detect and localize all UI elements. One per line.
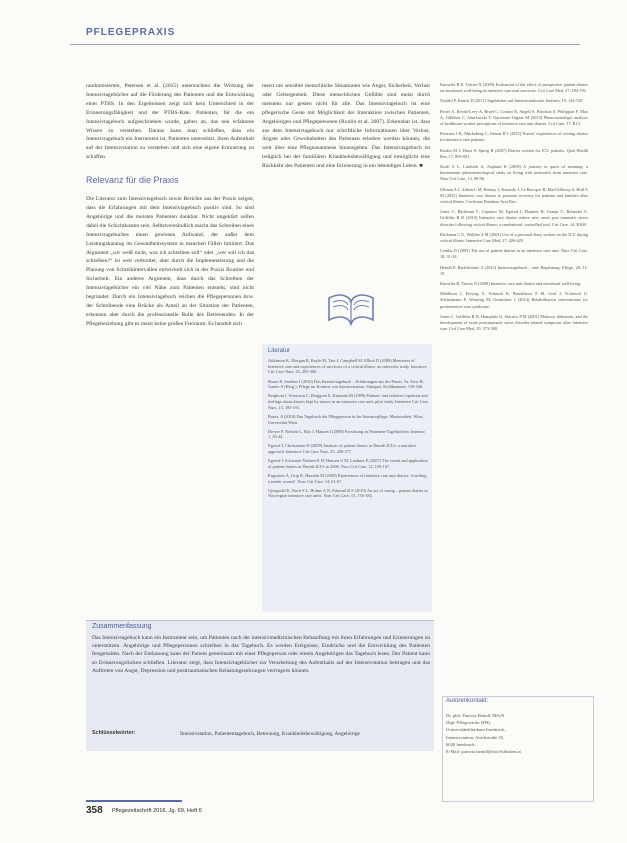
literature-item: Bergbom I, Svensson C, Berggren E, Kamsula M (1999) Patients' and relatives' opinions and feelings about diaries kept by nurses in an intensive care unit: pilot study. Intensive Crit Care Nurs, 15, 185-191. xyxy=(268,393,428,410)
page-number: 358 xyxy=(86,805,103,816)
reference-item: Jones C, Bäckman C, Capuzzo M, Egerod I, Flaatten H, Granja C, Rylander C, Griffiths R D (2010) Intensive care diaries reduce new onset post traumatic stress disorder following critical illness: a randomised, controlled trial. Crit Care, 14, R168. xyxy=(440,209,588,227)
reference-item: Ullman A J, Aitken L M, Rattray J, Kenardy J, Le Brocque R, MacGillivray S, Hull A M (2015) Intensive care diaries to promote recovery for patients and families after critical illness. Cochrane Database Syst Rev. xyxy=(440,186,588,205)
reference-item: Roulin M J, Hurst S, Spirig R (2007) Diaries written for ICU patients. Qual Health Res, 17, 893-901. xyxy=(440,147,588,159)
literature-item: Bauer B, Sanders I (2010) Das Intensivtagebuch – Erfahrungen aus der Praxis. In: Sterr H, Ganter S (Hrsg.): Pflege im Kontext von Intensivstation. Stuttgart, Kohlhammer, 158-166. xyxy=(268,378,424,390)
contact-line: 6020 Innsbruck xyxy=(446,741,475,747)
paragraph-continuation: meist um sensible menschliche Situationen wie Angst, Sicherheit, Verlust oder Geborgenheit. Diese menschlichen Gefühle sind meist durch meistens nur gesten nicht für alle. Das Intensivtagebuch ist eine pflegerische Geste mit Möglichkeit der Interaktion zwischen Patienten, Angehörigen und Pflegepersonen (Roulin et al. 2007). Erkennbar ist, dass aus dem Intensivtagebuch nur schriftliche Informationen über Verlust, Ängste oder Gewohnheiten des Patienten erhoben werden können, die weit über eine Pflegeanamnese hinausgehen. Das Intensivtagebuch ist lediglich bei der familiären Krankheitsbewältigung und ermöglicht eine Rückkehr des Patienten und eine Erinnerung in ein lebendiges Leben. ■ xyxy=(262,83,430,170)
literature-item: Dreyer P, Nielsen L, Riis J, Hansen I (2008) Forschung zu Patienten-Tagebüchern. Intensiv, 1, 36-42. xyxy=(268,428,426,440)
contact-line: Universitätsklinikum Innsbruck, xyxy=(446,727,506,733)
literature-item: Gjengedal E, Storli S L, Holme A N, Eskerud R S (2010) An act of caring – patient diaries in Norwegian intensive care units. Nurs Crit Care, 15, 176-184. xyxy=(268,487,428,499)
literature-item: Egerod I, Christensen D (2009) Analysis of patient diaries in Danish ICUs: a narrative approach. Intensive Crit Care Nurs, 25, 268-277. xyxy=(268,443,417,455)
reference-item: Storli S L, Lindseth A, Asplund K (2008) A journey in quest of meaning: a hermeneutic-phenomenological study on living with memories from intensive care. Nurs Crit Care, 13, 86-96. xyxy=(440,164,588,182)
contact-line: Dr. phil. Patricia Heindl, MScN xyxy=(446,713,505,718)
contact-line: Intensivstation, Anichstraße 35, xyxy=(446,734,505,740)
literature-item: Aitkinson K, Morgan B, Boyle M, Tate J, Campbell M, Elliott D (2009) Memories of Intensive care and experiences of survivors of a critical illness: an interview study. Intensive Crit Care Nurs, 25, 293-300. xyxy=(268,358,427,375)
literature-item: Egerod I, Schwartz-Nielsen K H, Hansen G M, Lærkner E (2007) The extent and application of patient diaries in Danish ICUs in 2006. Nurs Crit Care, 12, 159-167. xyxy=(268,458,428,469)
reference-item: Petersen J K, Mørkeberg C, Jensen H I (2015) Nurses' experiences of writing diaries for intensive care patients. xyxy=(440,131,588,143)
contact-line: E-Mail: patricia.heindl@tirol-kliniken.at xyxy=(446,749,521,755)
keywords-text: Intensivstation, Patiententagebuch, Betreuung, Krankheitsbewältigung, Angehörige xyxy=(180,731,360,737)
column-middle xyxy=(262,82,430,171)
literature-title: Literatur xyxy=(268,348,291,354)
reference-item: Bäckman C G, Walther S M (2001) Use of a personal diary written on the ICU during critical illness. Intensive Care Med, 27, 426-429. xyxy=(440,231,588,244)
author-contact-lines xyxy=(446,712,586,755)
reference-item: Nydahl P, Knück D (2011) Tagebücher auf Intensivstationen. Intensiv, 19, 144-150. xyxy=(440,98,584,104)
paragraph-relevance: Die Literatur zum Intensivtagebuch sowie Berichte aus der Praxis zeigen, dass die Erfahrungen mit dem Intensivtagebuch positiv sind. So sind Angehörige und die meisten Patienten dankbar. Nicht ungeklärt sollen dabei die Schichtkosten sein. Selbstverständlich macht das Schreiben eines Intensivtagebuches einen gewissen Aufwand, der außer dem Leistungskatalog im Gesundheitssystem in manchen Fällen limitiert. Das Argument „wir weiß nicht, was ich schreiben soll“ oder „wer soll ich das schreiben?“ ist weit verbreitet, aber durch die Implementierung und die Planung von Schreibintervallen entwickelt sich in der Praxis Routine und Sicherheit. Ein anderes Argument, dass durch das Schreiben der Intensivtagebücher ein viel Nähe zum Patienten entsteht, sind nicht begründet. Durch ein Intensivtagebuch reichen die Pflegepersonen bzw. der Schreibende eine Brücke als Anteil an der Situation der Patienten, erkennen aber durch die professionelle Rolle des Betreuenden. In der Pflegebeziehung gibt es meist keine großen Freiraum. Es handelt sich xyxy=(86,196,254,327)
reference-item: Combe D (2005) The use of patient diaries in an intensive care unit. Nurs Crit Care, 10, 31-34. xyxy=(440,248,588,260)
summary-text: Das Intensivtagebuch kann ein Instrument sein, um Patienten nach der intensivmedizinischen Behandlung mit ihren Erfahrungen und Erinnerungen zu unterstützen. Angehörige und Pflegepersonen schreiben in das Tagebuch. Es werden Ereignisse, Eindrücke und die Entwicklung des Patienten festgehalten. Nach der Entlassung kann der Patient gemeinsam mit einer Pflegeperson oder einem Angehörigen das Tagebuch lesen. Der Patient kann so Erinnerungslücken schließen. Literatur zeigt, dass Intensivtagebücher zur Verarbeitung des Aufenthalts auf der Intensivstation beitragen und das Auftreten von Angst, Depression und posttraumatischen Belastungsstörungen verringern können. xyxy=(92,635,430,674)
reference-item: Knowles R, Tarrier N (2009) Intensive care unit diaries and emotional well-being. xyxy=(440,281,582,287)
literature-item: Engström Å, Grip K, Hamrén M (2009) Experiences of intensive care unit diaries: 'touching a tender wound'. Nurs Crit Care, 14, 61-67. xyxy=(268,472,427,484)
literature-list xyxy=(268,358,428,503)
column-left xyxy=(86,82,254,329)
summary-title: Zusammenfassung xyxy=(92,623,152,630)
author-contact-title: Autorenkontakt: xyxy=(446,698,489,704)
paragraph-intro: randomisierten, Petersen et al. (2015) untersuchten die Wirkung der Intensivtagebücher auf die Förderung des Patienten und die Entwicklung einer PTBS. In den Ergebnissen zeigt sich kein Unterschied in der Erinnerungsfähigkeit und der PTBS-Rate. Patienten, für die ein Intensivtagebuch aufgeschrieben wurde, gaben an, das neu erfahrene Wissen zu verstehen. Daraus kann man schließen, dass ein Intensivtagebuch ein Instrument ist, Patienten unterstützt, ihren Aufenthalt auf der Intensivstation zu verstehen und sich eine eigene Erinnerung zu schaffen. xyxy=(86,83,254,161)
section-label: PFLEGEPRAXIS xyxy=(86,27,176,38)
open-book-icon xyxy=(325,286,377,330)
reference-item: Perier A, Revah-Levy A, Bruel C, Cousin N, Angeli S, Brochon S, Philippart F, Max A, Gillibert C, Similowski T, Garrouste-Orgeas M (2013) Phenomenologic analysis of healthcare worker perceptions of intensive care unit diaries. Crit Care, 17, R13. xyxy=(440,108,588,127)
keywords-label: Schlüsselwörter: xyxy=(92,730,136,736)
section-heading: Relevanz für die Praxis xyxy=(86,175,179,186)
reference-item: Mehlhorn J, Freytag A, Schmidt K, Brunkhorst F M, Graf J, Troitzsch U, Schlattmann P, Wensing M, Gensichen J (2014) Rehabilitation interventions for postintensive care syndrome. xyxy=(440,291,588,309)
reference-item: Knowles R E, Tarrier N (2009) Evaluation of the effect of prospective patient diaries on emotional well-being in intensive care unit survivors. Crit Care Med, 37, 184-191. xyxy=(440,82,588,94)
footer-rule xyxy=(86,800,182,802)
journal-citation: Pflegezeitschrift 2016, Jg. 69, Heft 6 xyxy=(112,808,202,814)
reference-column xyxy=(440,82,588,337)
reference-item: Jones C, Griffiths R D, Humphris G, Skirrow P M (2001) Memory, delusions, and the development of acute posttraumatic stress disorder-related symptoms after intensive care. Crit Care Med, 29, 573-580. xyxy=(440,313,588,332)
reference-item: Heindl P, Bachlechner A (2015) Intensivtagebuch – eine Begleitung. Pflege, 28, 11-19. xyxy=(440,264,588,276)
contact-line: Dipl.-Pflegewirtin (FH), xyxy=(446,720,491,726)
literature-item: Bauer, A (2010) Das Tagebuch der Pflegeperson in der Intensivpflege. Masterarbeit. Wien, Universität Wien. xyxy=(268,413,424,425)
